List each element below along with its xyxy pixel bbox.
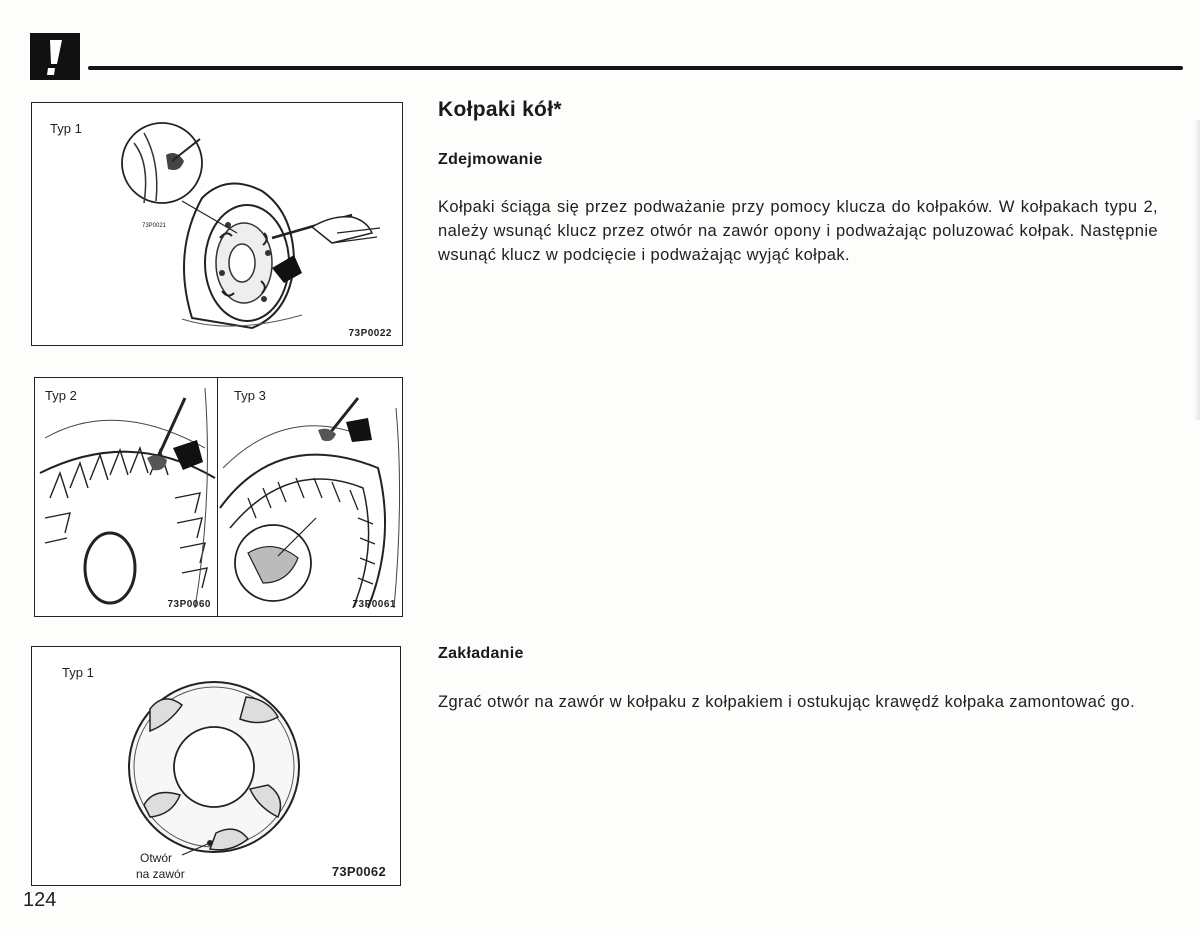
removal-heading: Zdejmowanie [438,151,543,168]
wheel-cover-installation-illustration [32,647,400,885]
figure-label: Typ 3 [234,388,266,403]
figure-label: Typ 1 [50,121,82,136]
header-rule [88,66,1183,70]
valve-hole-callout-line2: na zawór [136,867,185,881]
installation-heading: Zakładanie [438,645,524,662]
figure-label: Typ 2 [45,388,77,403]
figure-type3 [217,377,403,617]
figure-code: 73P0022 [348,328,392,339]
figure-code: 73P0061 [352,599,396,610]
section-title: Kołpaki kół* [438,98,562,121]
installation-paragraph: Zgrać otwór na zawór w kołpaku z kołpakiem i ostukując krawędź kołpaka zamontować go. [438,693,1136,711]
figure-type1-installation [31,646,401,886]
page-edge-shadow [1194,120,1200,420]
figure-type2 [34,377,218,617]
figure-code: 73P0062 [331,864,386,879]
inset-code: 73P0021 [142,223,167,229]
wheel-cover-type3-illustration [218,378,403,616]
wheel-cover-type2-illustration [35,378,218,616]
figure-label: Typ 1 [62,665,94,680]
page-number: 124 [23,889,57,911]
figure-code: 73P0060 [167,599,211,610]
wheel-removal-illustration [32,103,402,345]
warning-exclamation-icon [30,33,80,80]
removal-paragraph: Kołpaki ściąga się przez podważanie przy pomocy klucza do kołpaków. W kołpakach typu 2, należy wsunąć klucz przez otwór na zawór opony i podważając poluzować kołpak. Następnie wsunąć klucz w podcięcie i podważając wyjąć kołpak. [438,198,1158,264]
figure-type1-removal [31,102,403,346]
valve-hole-callout-line1: Otwór [140,851,173,865]
